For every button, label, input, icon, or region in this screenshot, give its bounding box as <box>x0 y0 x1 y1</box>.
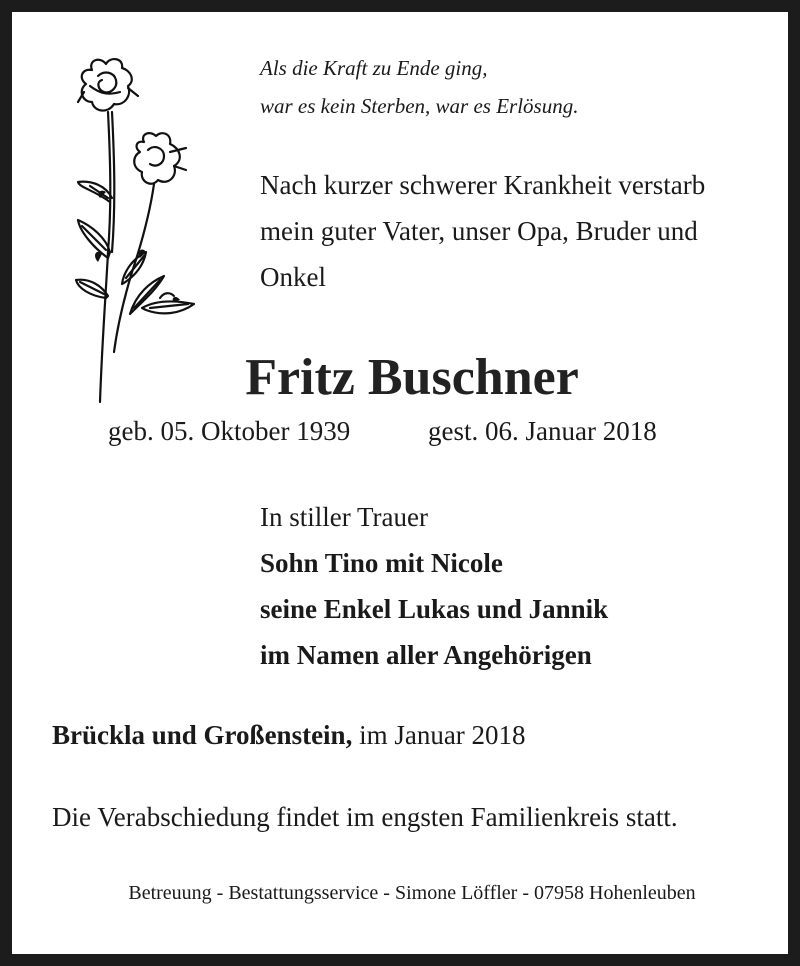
mourner-line-1: Sohn Tino mit Nicole <box>260 548 503 578</box>
mourning-intro: In stiller Trauer <box>260 502 428 532</box>
intro-line-2: mein guter Vater, unser Opa, Bruder und <box>260 216 698 246</box>
notice-date: im Januar 2018 <box>352 720 526 750</box>
birth-date: geb. 05. Oktober 1939 <box>108 416 351 446</box>
motto-line-1: Als die Kraft zu Ende ging, <box>260 56 488 80</box>
place-date-line <box>52 720 526 751</box>
farewell-note: Die Verabschiedung findet im engsten Familienkreis statt. <box>52 802 678 832</box>
place-name: Brückla und Großenstein, <box>52 720 353 750</box>
mourner-line-3: im Namen aller Angehörigen <box>260 640 592 670</box>
motto-line-2: war es kein Sterben, war es Erlösung. <box>260 94 579 118</box>
funeral-service-footer: Betreuung - Bestattungsservice - Simone Löffler - 07958 Hohenleuben <box>128 882 696 904</box>
deceased-name: Fritz Buschner <box>245 349 579 406</box>
intro-line-3: Onkel <box>260 262 326 292</box>
death-date: gest. 06. Januar 2018 <box>428 416 657 446</box>
intro-line-1: Nach kurzer schwerer Krankheit verstarb <box>260 170 706 200</box>
mourner-line-2: seine Enkel Lukas und Jannik <box>260 594 609 624</box>
